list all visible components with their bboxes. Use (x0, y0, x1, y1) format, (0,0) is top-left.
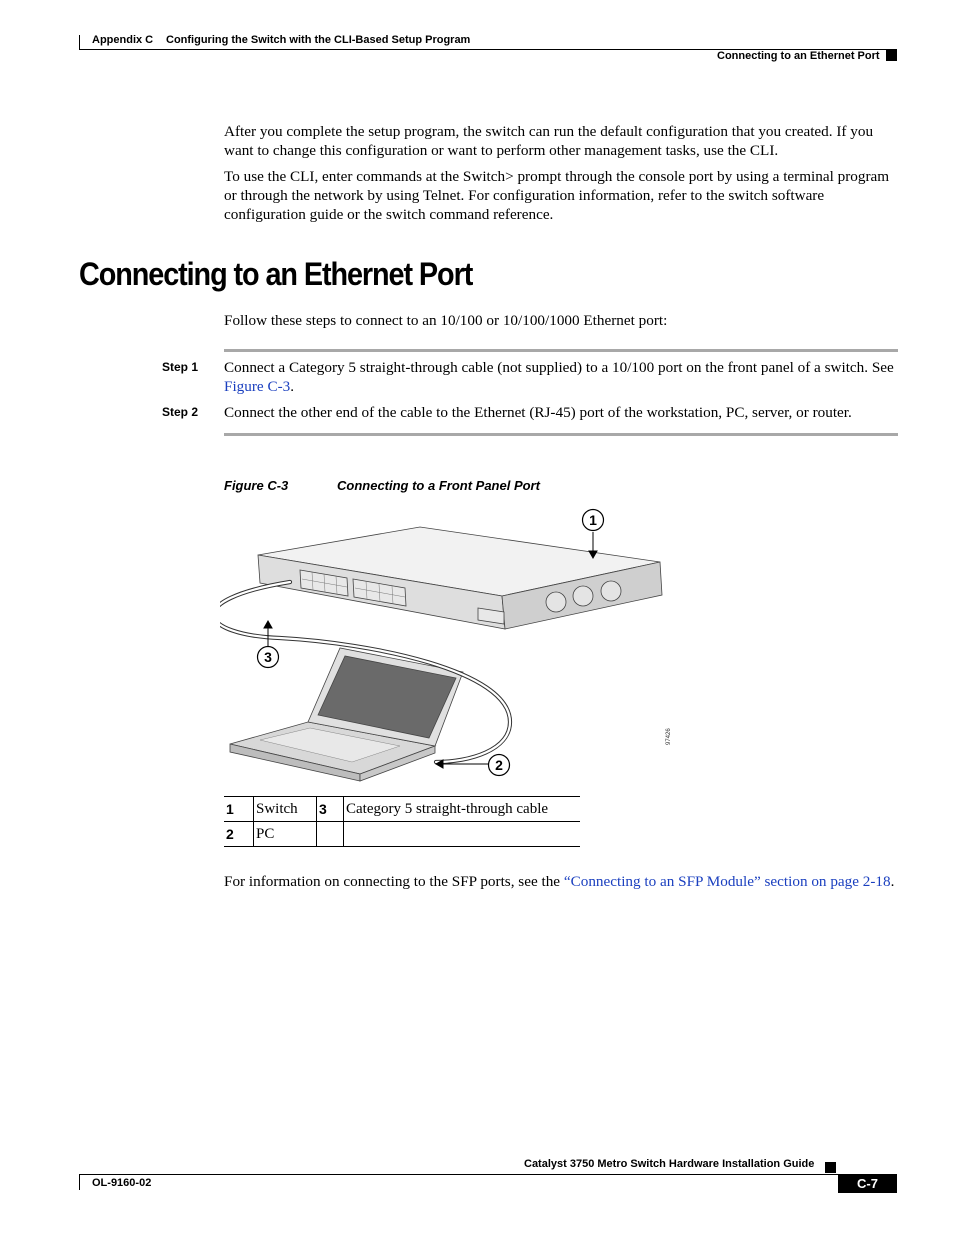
step-1-body: Connect a Category 5 straight-through cable (not supplied) to a 10/100 port on the front panel of a switch. See (224, 359, 894, 376)
header-appendix: Appendix C (92, 34, 154, 46)
figure-c3-link[interactable]: Figure C-3 (224, 378, 291, 395)
header-section-title: Connecting to an Ethernet Port (717, 50, 880, 62)
footer-doc-number: OL-9160-02 (92, 1177, 152, 1189)
section-heading: Connecting to an Ethernet Port (79, 256, 473, 292)
legend-number: 3 (317, 797, 344, 822)
laptop-illustration (230, 648, 463, 781)
header-black-box (886, 50, 897, 61)
table-row (224, 797, 580, 822)
sfp-note-after: . (890, 873, 895, 890)
footer-small-box (825, 1162, 836, 1173)
callout-label-3: 3 (264, 649, 272, 665)
sfp-note-text: For information on connecting to the SFP ports, see the (224, 873, 564, 890)
footer-guide-title: Catalyst 3750 Metro Switch Hardware Installation Guide (524, 1158, 815, 1170)
step-1-after: . (290, 378, 295, 395)
legend-number: 1 (224, 797, 254, 822)
table-row (224, 822, 580, 847)
switch-illustration (258, 527, 662, 629)
figure-legend-table (224, 796, 580, 847)
steps-bottom-rule (224, 433, 898, 436)
legend-number (317, 822, 344, 847)
figure-art-id: 97426 (666, 728, 672, 745)
callout-label-2: 2 (495, 757, 503, 773)
sfp-note (224, 872, 896, 891)
header-chapter-title: Configuring the Switch with the CLI-Based Setup Program (166, 34, 471, 46)
legend-label: Switch (254, 797, 317, 822)
figure-illustration (220, 500, 690, 790)
intro-paragraph-2: To use the CLI, enter commands at the Switch> prompt through the console port by using a terminal program or through the network by using Telnet. For configuration information, refer to the switch software configuration guide or the switch command reference. (224, 168, 890, 223)
legend-label: PC (254, 822, 317, 847)
footer-rule (79, 1174, 897, 1175)
footer-left-bar (79, 1174, 80, 1190)
steps-top-rule (224, 349, 898, 352)
footer-page-number: C-7 (857, 1176, 878, 1191)
legend-number: 2 (224, 822, 254, 847)
legend-label (344, 822, 581, 847)
legend-label: Category 5 straight-through cable (344, 797, 581, 822)
intro-paragraph-1: After you complete the setup program, the switch can run the default configuration that you created. If you want to change this configuration or want to perform other management tasks, use the CLI. (224, 123, 874, 159)
sfp-module-link[interactable]: “Connecting to an SFP Module” section on page 2-18 (563, 873, 891, 890)
section-lead: Follow these steps to connect to an 10/100 or 10/100/1000 Ethernet port: (224, 312, 668, 329)
step-1-text (224, 358, 896, 396)
figure-number: Figure C-3 (224, 478, 289, 493)
step-2-label: Step 2 (162, 405, 199, 419)
step-2-text: Connect the other end of the cable to the Ethernet (RJ-45) port of the workstation, PC, server, or router. (224, 404, 852, 421)
callout-label-1: 1 (589, 512, 597, 528)
step-1-label: Step 1 (162, 360, 199, 374)
header-left-bar (79, 35, 80, 50)
figure-title: Connecting to a Front Panel Port (337, 478, 540, 493)
